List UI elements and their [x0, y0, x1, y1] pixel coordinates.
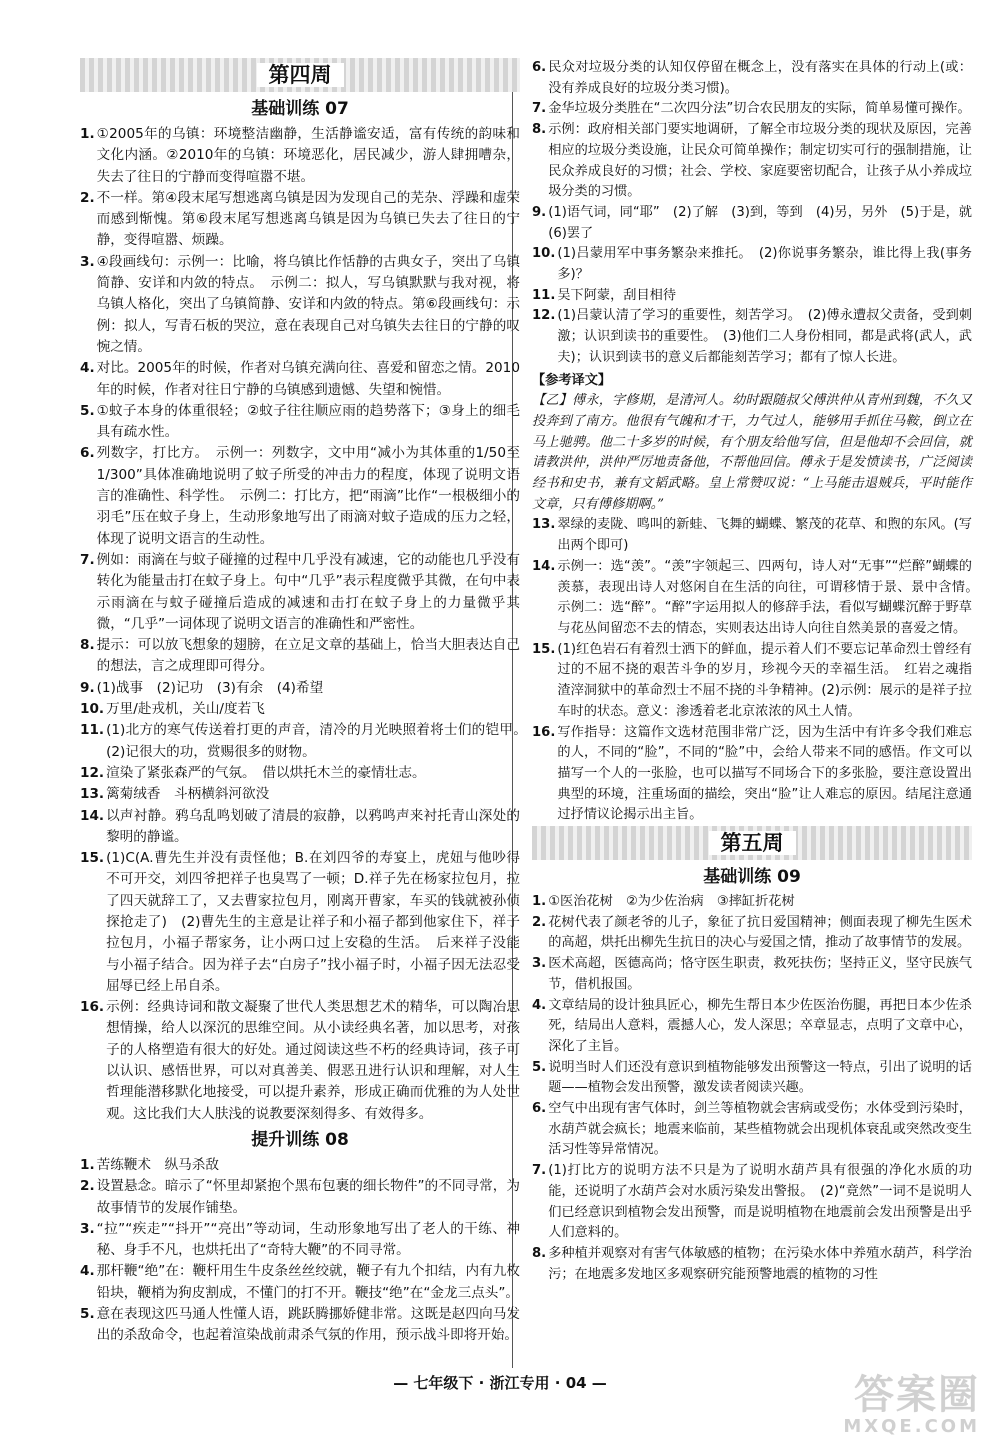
- answer-text: 渲染了紧张森严的气氛。 借以烘托木兰的豪情壮志。: [106, 764, 426, 781]
- answer-number: 2.: [80, 1178, 95, 1195]
- answer-item: [532, 954, 972, 995]
- week-title-text: 第四周: [257, 63, 344, 87]
- answer-number: 2.: [532, 914, 547, 930]
- answer-text: 说明当时人们还没有意识到植物能够发出预警这一特点，引出了说明的话题——植物会发出预警，激发读者阅读兴趣。: [548, 1059, 972, 1096]
- answer-list: [532, 58, 986, 369]
- answer-text: 民众对垃圾分类的认知仅停留在概念上，没有落实在具体的行动上(或：没有养成良好的垃圾分类习惯)。: [548, 60, 972, 96]
- watermark-logo: [843, 1373, 980, 1437]
- answer-number: 5.: [532, 1059, 547, 1075]
- answer-text: 意在表现这匹马通人性懂人语，跳跃腾挪娇健非常。这既是赵四向马发出的杀敌命令，也起着渲染战前肃杀气氛的作用，预示战斗即将开始。: [96, 1306, 520, 1344]
- answer-list: [532, 892, 972, 1285]
- answer-number: 12.: [532, 308, 556, 324]
- answer-item: [80, 1261, 520, 1304]
- answer-number: 15.: [80, 850, 105, 867]
- answer-number: 5.: [80, 1306, 95, 1323]
- answer-number: 16.: [532, 724, 556, 740]
- answer-number: 4.: [80, 360, 95, 377]
- answer-text: 以声衬静。鸦乌乱鸣划破了清晨的寂静，以鸦鸣声来衬托青山深处的黎明的静谧。: [106, 807, 520, 845]
- answer-item: [80, 997, 520, 1125]
- answer-item: [80, 699, 520, 720]
- answer-item: [80, 550, 520, 635]
- answer-text: 示例：政府相关部门要实地调研，了解全市垃圾分类的现状及原因，完善相应的垃圾分类设施，让民众可简单操作；制定切实可行的强制措施，让民众养成良好的习惯；社会、学校、家庭要密切配合，让孩子从小养成垃圾分类的习惯。: [548, 122, 972, 200]
- answer-item: [80, 678, 520, 699]
- answer-number: 3.: [532, 956, 547, 972]
- answer-number: 14.: [80, 807, 105, 824]
- answer-item: [532, 913, 972, 954]
- answer-text: (1)红色岩石有着烈士洒下的鲜血，提示着人们不要忘记革命烈士曾经有过的不屈不挠的艰苦斗争的岁月，珍视今天的幸福生活。 红岩之魂指渣滓洞狱中的革命烈士不屈不挠的斗争精神。(2)示例：展示的是祥子拉车时的状态。意义：渗透着老北京浓浓的风土人情。: [557, 641, 972, 719]
- reference-translation-text: 【乙】傅永，字修期，是清河人。幼时跟随叔父傅洪仲从青州到魏，不久又投奔到了南方。他很有气魄和才干，力气过人，能够用手抓住马鞍，倒立在马上驰骋。他二十多岁的时候，有个朋友给他写信，但是他却不会回信，就请教洪仲，洪仲严厉地责备他，不帮他回信。傅永于是发愤读书，广泛阅读经书和史书，兼有文韬武略。皇上常赞叹说：“上马能击退贼兵，平时能作文章，只有傅修期啊。”: [532, 393, 972, 512]
- answer-item: [532, 640, 972, 723]
- answer-number: 10.: [532, 246, 556, 262]
- answer-text: 不一样。第④段末尾写想逃离乌镇是因为发现自己的芜杂、浮躁和虚荣而感到惭愧。第⑥段末尾写想逃离乌镇是因为乌镇已失去了往日的宁静，变得喧嚣、烦躁。: [96, 189, 520, 249]
- answer-text: 万里/赴戎机，关山/度若飞: [106, 701, 265, 718]
- answer-item: [80, 358, 520, 401]
- answer-text: 空气中出现有害气体时，剑兰等植物就会害病或受伤；水体受到污染时，水葫芦就会疯长；地震来临前，某些植物就会出现机体衰乱或突然改变生活习性等异常情况。: [548, 1101, 972, 1158]
- answer-item: [532, 996, 972, 1058]
- answer-item: [532, 203, 986, 244]
- watermark-title: 答案圈: [854, 1372, 980, 1418]
- watermark-url: MXQE.COM: [843, 1416, 980, 1437]
- answer-item: [80, 401, 520, 444]
- answer-number: 13.: [532, 517, 556, 533]
- answer-item: [80, 784, 520, 805]
- answer-number: 11.: [532, 287, 556, 303]
- answer-text: 提示：可以放飞想象的翅膀，在立足文章的基础上，恰当大胆表达自己的想法，言之成理即可得分。: [96, 637, 520, 675]
- answer-item: [532, 1161, 972, 1244]
- answer-item: [80, 1155, 520, 1176]
- answer-text: (1)C(A.曹先生并没有责怪他；B.在刘四爷的寿宴上，虎妞与他吵得不可开交，刘四爷把祥子也臭骂了一顿；D.祥子先在杨家拉包月，拉了四天就辞工了，又去曹家拉包月，刚离开曹家，车买的钱就被孙侦探抢走了) (2)曹先生的主意是让祥子和小福子都到他家住下，祥子拉包月，小福子帮家务，让小两口过上安稳的生活。 后来祥子没能与小福子结合。因为祥子去“白房子”找小福子时，小福子因无法忍受屈辱已经上吊自杀。: [106, 850, 520, 994]
- answer-text: (1)吕蒙认清了学习的重要性，刻苦学习。 (2)傅永遭叔父责备，受到刺激；认识到读书的重要性。 (3)他们二人身份相同，都是武将(武人，武夫)；认识到读书的意义后都能刻苦学习；都有了惊人长进。: [557, 308, 972, 365]
- answer-item: [80, 763, 520, 784]
- answer-number: 3.: [80, 253, 95, 270]
- answer-number: 1.: [80, 126, 95, 142]
- answer-item: [80, 635, 520, 678]
- answer-number: 15.: [532, 641, 556, 657]
- answer-text: (1)北方的寒气传送着打更的声音，清冷的月光映照着将士们的铠甲。 (2)记很大的功，赏赐很多的财物。: [106, 722, 534, 760]
- answer-text: 那杆鞭“绝”在：鞭杆用生牛皮条丝丝绞就，鞭子有九个扣结，内有九枚铅块，鞭梢为狗皮割成，不懂门的打不开。鞭技“绝”在“金龙三点头”。: [96, 1263, 520, 1301]
- answer-number: 1.: [80, 1156, 95, 1173]
- answer-number: 4.: [532, 997, 547, 1013]
- answer-item: [532, 306, 972, 368]
- answer-text: 设置悬念。暗示了“怀里却紧抱个黑布包裹的细长物件”的不同寻常，为故事情节的发展作铺垫。: [96, 1178, 520, 1216]
- answer-number: 7.: [532, 1163, 547, 1179]
- answer-number: 7.: [532, 101, 547, 117]
- answer-number: 16.: [80, 999, 105, 1016]
- section-title: 基础训练 09: [703, 867, 801, 888]
- answer-text: 例如：雨滴在与蚊子碰撞的过程中几乎没有减速，它的动能也几乎没有转化为能量击打在蚊子身上。句中“几乎”表示程度微乎其微，在句中表示雨滴在与蚊子碰撞后造成的减速和击打在蚊子身上的力量微乎其微，“几乎”一词体现了说明文语言的准确性和严密性。: [96, 551, 520, 632]
- answer-text: 苦练鞭术 纵马杀敌: [96, 1156, 219, 1173]
- answer-item: [532, 120, 972, 203]
- answer-text: ④段画线句：示例一：比喻，将乌镇比作恬静的古典女子，突出了乌镇简静、安详和内敛的特点。 示例二：拟人，写乌镇默默与我对视，将乌镇人格化，突出了乌镇简静、安详和内敛的特点。第⑥段画线句：示例：拟人，写青石板的哭泣，意在表现自己对乌镇失去往日的宁静的叹惋之情。: [96, 253, 520, 355]
- right-column: [532, 58, 986, 1285]
- answer-item: [80, 1219, 520, 1262]
- answer-number: 2.: [80, 189, 95, 206]
- reference-translation-label: 【参考译文】: [532, 372, 612, 388]
- answer-text: 花树代表了颜老爷的儿子，象征了抗日爱国精神；侧面表现了柳先生医术的高超，烘托出柳先生抗日的决心与爱国之情，推动了故事情节的发展。: [548, 914, 972, 951]
- answer-text: 写作指导：这篇作文选材范围非常广泛，因为生活中有许多令我们难忘的人，不同的“脸”，不同的“脸”中，会给人带来不同的感悟。作文可以描写一个人的一张脸，也可以描写不同场合下的多张脸，要注意设置出典型的环境，注重场面的描绘，突出“脸”让人难忘的原因。结尾注意通过抒情议论揭示出主旨。: [557, 724, 972, 823]
- answer-number: 6.: [80, 445, 95, 462]
- left-column: [80, 58, 534, 1347]
- answer-list: [80, 1155, 520, 1347]
- answer-text: 示例：经典诗词和散文凝聚了世代人类思想艺术的精华，可以陶冶思想情操，给人以深沉的思维空间。从小读经典名著，加以思考，对孩子的人格塑造有很大的好处。通过阅读这些不朽的经典诗词，孩子可以认识、感悟世界，可以对真善美、假恶丑进行认识和理解，对人生哲理能潜移默化地接受，可以提升素养，形成正确而优雅的为人处世观。这比我们大人肤浅的说教要深刻得多、有效得多。: [106, 999, 520, 1122]
- answer-text: ①2005年的乌镇：环境整洁幽静，生活静谧安适，富有传统的韵味和文化内涵。②2010年的乌镇：环境恶化，居民减少，游人肆拥嘈杂，失去了往日的宁静而变得喧嚣不堪。: [96, 126, 520, 185]
- answer-text: (1)战事 (2)记功 (3)有余 (4)希望: [96, 679, 324, 696]
- answer-number: 4.: [80, 1263, 95, 1280]
- answer-text: 吴下阿蒙，刮目相待: [557, 287, 677, 303]
- answer-text: (1)打比方的说明方法不只是为了说明水葫芦具有很强的净化水质的功能，还说明了水葫芦会对水质污染发出警报。 (2)“竟然”一词不是说明人们已经意识到植物会发出预警，而是说明植物在地震前会发出预警是出乎人们意料的。: [548, 1163, 972, 1241]
- answer-number: 7.: [80, 551, 95, 568]
- answer-number: 3.: [80, 1220, 95, 1237]
- answer-number: 12.: [80, 764, 105, 781]
- answer-text: ①医治花树 ②为少佐治病 ③摔缸折花树: [548, 894, 795, 910]
- answer-text: 多种植并观察对有害气体敏感的植物；在污染水体中养殖水葫芦，科学治污；在地震多发地区多观察研究能预警地震的植物的习性: [548, 1245, 972, 1282]
- answer-item: [80, 806, 520, 849]
- answer-text: (1)语气词，同“耶” (2)了解 (3)到，等到 (4)另，另外 (5)于是，就 (6)罢了: [548, 204, 986, 241]
- section-title: 提升训练 08: [251, 1129, 349, 1150]
- answer-item: [80, 124, 520, 188]
- answer-item: [532, 515, 972, 556]
- answer-number: 8.: [532, 122, 547, 138]
- answer-number: 1.: [532, 894, 547, 910]
- answer-number: 5.: [80, 402, 95, 419]
- answer-item: [80, 1176, 520, 1219]
- section-title: 基础训练 07: [251, 99, 349, 119]
- week-title-right: [532, 826, 972, 860]
- answer-number: 6.: [532, 1101, 547, 1117]
- answer-item: [532, 58, 972, 99]
- answer-text: 翠绿的麦陇、鸣叫的新蛙、飞舞的蝴蝶、繁茂的花草、和煦的东风。(写出两个即可): [557, 517, 972, 554]
- answer-text: 列数字，打比方。 示例一：列数字，文中用“减小为其体重的1/50至1/300”具体准确地说明了蚊子所受的冲击力的程度，体现了说明文语言的准确性、科学性。 示例二：打比方，把“雨滴”比作“一根极细小的羽毛”压在蚊子身上，生动形象地写出了雨滴对蚊子造成的压力之轻，体现了说明文语言的生动性。: [96, 445, 520, 547]
- answer-number: 13.: [80, 786, 105, 803]
- answer-item: [80, 252, 520, 358]
- answer-item: [532, 286, 972, 307]
- answer-number: 14.: [532, 558, 556, 574]
- answer-number: 8.: [80, 637, 95, 654]
- answer-text: ①蚊子本身的体重很轻；②蚊子往往顺应雨的趋势落下；③身上的细毛具有疏水性。: [96, 402, 520, 441]
- answer-item: [532, 1099, 972, 1161]
- answer-item: [532, 99, 972, 120]
- answer-item: [532, 557, 986, 640]
- answer-text: 文章结局的设计独具匠心，柳先生帮日本少佐医治伤腿，再把日本少佐杀死，结局出人意料，震撼人心，发人深思；卒章显志，点明了文章中心，深化了主旨。: [548, 997, 972, 1054]
- answer-list: [80, 124, 534, 1125]
- answer-number: 9.: [532, 204, 547, 220]
- answer-number: 11.: [80, 722, 105, 739]
- answer-item: [532, 1244, 972, 1285]
- answer-item: [80, 720, 534, 763]
- answer-item: [532, 1058, 972, 1099]
- answer-text: (1)吕蒙用军中事务繁杂来推托。 (2)你说事务繁杂，谁比得上我(事务多)？: [557, 246, 972, 283]
- answer-item: [80, 188, 520, 252]
- answer-text: “拉”“疾走”“抖开”“亮出”等动词，生动形象地写出了老人的干练、神秘、身手不凡，也烘托出了“奇特大鞭”的不同寻常。: [96, 1220, 520, 1259]
- answer-text: 医术高超，医德高尚；恪守医生职责，救死扶伤；坚持正义，坚守民族气节，借机报国。: [548, 956, 972, 992]
- answer-list: [532, 515, 986, 826]
- answer-number: 8.: [532, 1245, 547, 1261]
- answer-text: 示例一：选“羡”。“羡”字领起三、四两句，诗人对“无事”“烂醉”蝴蝶的羡慕，表现出诗人对悠闲自在生活的向往，可谓移情于景、景中含情。 示例二：选“醉”。“醉”字运用拟人的修辞手法，看似写蝴蝶沉醉于野草与花丛间留恋不去的情态，实则表达出诗人向往自然美景的喜爱之情。: [557, 558, 986, 636]
- answer-item: [532, 244, 972, 285]
- answer-number: 6.: [532, 60, 547, 75]
- week-title-text: 第五周: [709, 831, 796, 855]
- answer-item: [80, 1304, 520, 1347]
- week-title-left: [80, 58, 520, 92]
- answer-number: 10.: [80, 701, 105, 718]
- answer-item: [80, 848, 520, 997]
- answer-number: 9.: [80, 679, 95, 696]
- answer-item: [80, 443, 520, 549]
- answer-item: [532, 892, 972, 913]
- page-footer: — 七年级下 · 浙江专用 · 04 —: [393, 1374, 607, 1392]
- answer-item: [532, 723, 972, 827]
- answer-text: 对比。2005年的时候，作者对乌镇充满向往、喜爱和留恋之情。2010年的时候，作者对往日宁静的乌镇感到遗憾、失望和惋惜。: [96, 360, 520, 398]
- answer-text: 金华垃圾分类胜在“二次四分法”切合农民朋友的实际，简单易懂可操作。: [548, 101, 971, 117]
- answer-text: 篱菊绒香 斗柄横斜河欲没: [106, 786, 270, 803]
